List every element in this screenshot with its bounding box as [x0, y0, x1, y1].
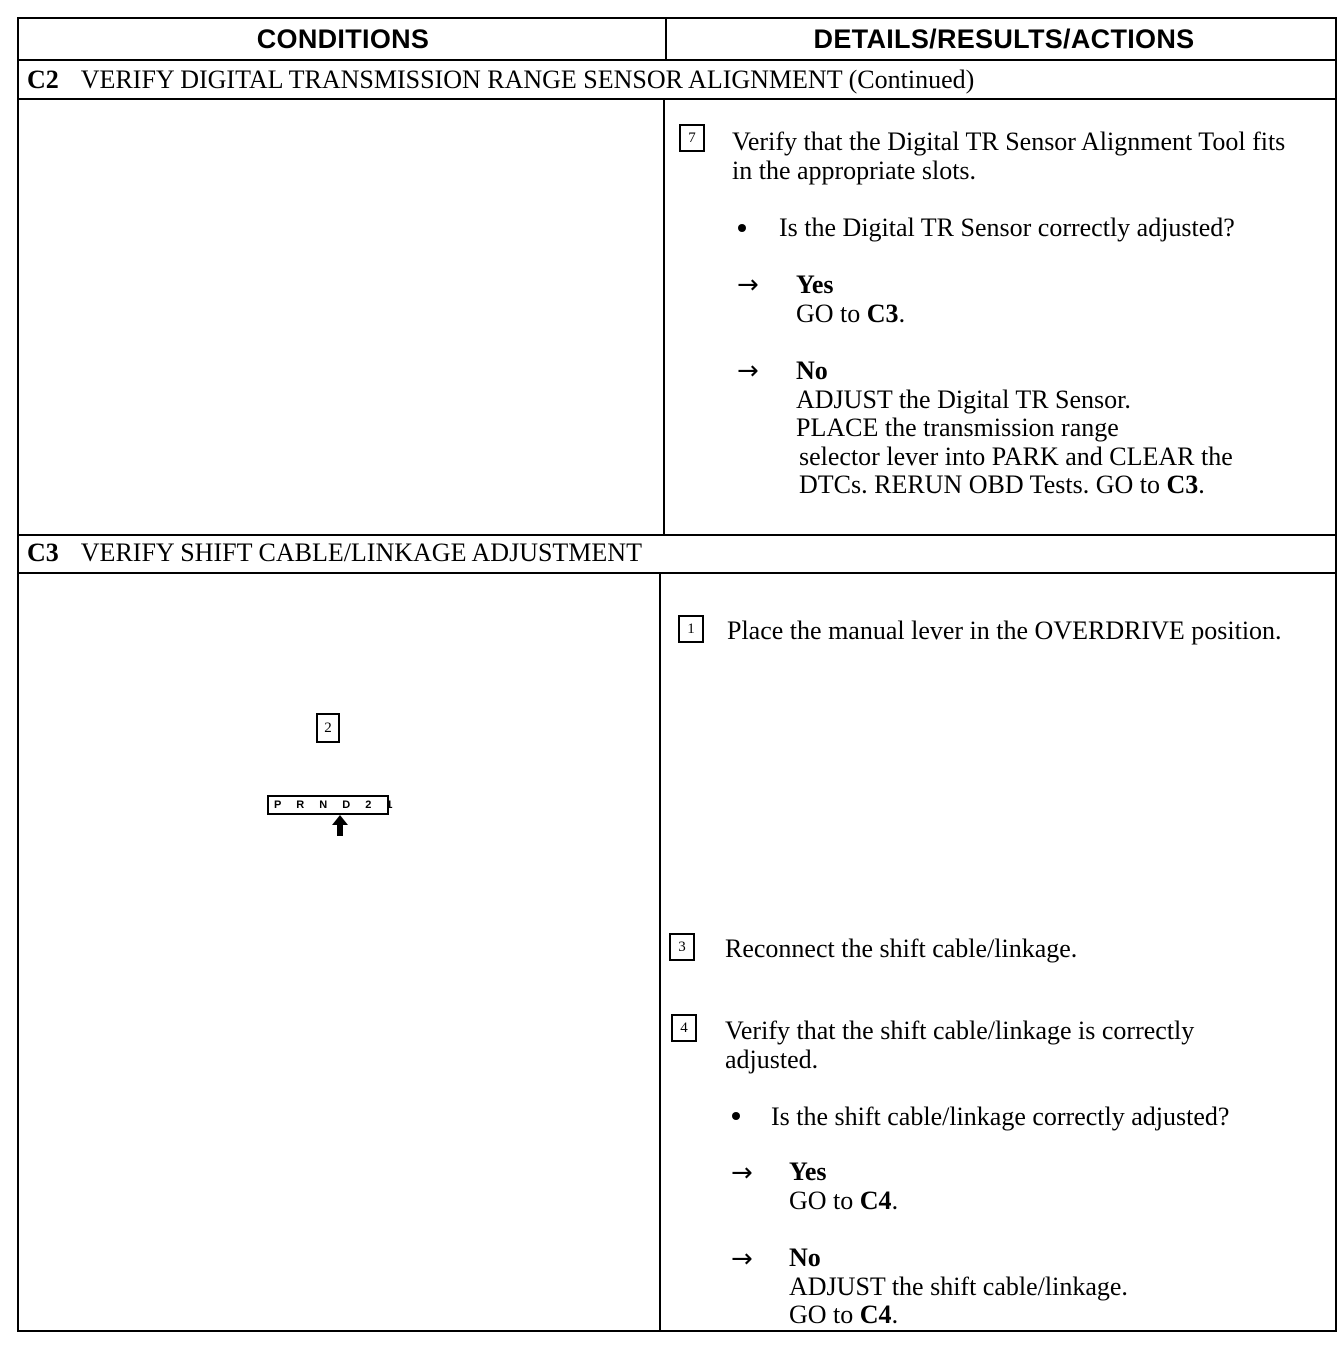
step-number-box: 2	[316, 713, 340, 743]
step-text: Verify that the Digital TR Sensor Alignment Tool fits in the appropriate slots.	[732, 127, 1286, 185]
yes-action: GO to C3.	[796, 298, 906, 328]
arrow-up-icon	[331, 815, 349, 839]
no-action-line: GO to C4.	[789, 1300, 899, 1329]
yes-action: GO to C4.	[789, 1185, 899, 1215]
no-answer	[789, 1244, 1319, 1330]
question-text: Is the shift cable/linkage correctly adjusted?	[771, 1102, 1230, 1131]
no-answer	[796, 357, 1326, 500]
step-text: Reconnect the shift cable/linkage.	[725, 934, 1078, 963]
details-header: DETAILS/RESULTS/ACTIONS	[813, 24, 1195, 54]
yes-action-text: GO to	[789, 1185, 854, 1215]
divider	[19, 59, 1335, 61]
yes-answer	[789, 1158, 898, 1215]
divider	[19, 98, 1335, 100]
section-title: VERIFY SHIFT CABLE/LINKAGE ADJUSTMENT	[80, 538, 642, 567]
no-action-line: PLACE the transmission range	[796, 413, 1119, 442]
bullet-icon	[738, 224, 746, 232]
no-target: C4	[859, 1300, 892, 1329]
question-text: Is the Digital TR Sensor correctly adjusted?	[779, 213, 1235, 242]
yes-target: C4	[859, 1185, 892, 1215]
step-number-box: 7	[679, 124, 705, 152]
bullet-icon	[732, 1112, 740, 1120]
step-text: Verify that the shift cable/linkage is correctly adjusted.	[725, 1016, 1195, 1074]
section-c3-title	[27, 535, 642, 571]
yes-target: C3	[866, 298, 899, 328]
no-action-line: DTCs. RERUN OBD Tests. GO to C3.	[799, 470, 1205, 499]
section-code: C2	[27, 65, 59, 94]
yes-label: Yes	[796, 270, 834, 299]
step-text: Place the manual lever in the OVERDRIVE position.	[727, 616, 1282, 645]
step-number-box: 3	[669, 933, 695, 961]
divider	[665, 19, 667, 61]
divider	[659, 574, 661, 1330]
arrow-right-icon: →	[731, 1158, 753, 1188]
no-action-line: ADJUST the Digital TR Sensor.	[796, 384, 1131, 414]
section-title: VERIFY DIGITAL TRANSMISSION RANGE SENSOR ALIGNMENT (Continued)	[80, 65, 975, 94]
step-number-box: 4	[671, 1014, 697, 1042]
arrow-right-icon: →	[737, 270, 759, 300]
yes-answer	[796, 271, 905, 328]
diagnostic-table	[17, 17, 1337, 1332]
step-number-box: 1	[678, 615, 704, 643]
no-action-text: DTCs. RERUN OBD Tests. GO to	[799, 470, 1161, 499]
no-action-line: ADJUST the shift cable/linkage.	[789, 1271, 1128, 1301]
no-label: No	[796, 356, 828, 385]
no-action-text: GO to	[789, 1300, 854, 1329]
arrow-right-icon: →	[737, 356, 759, 386]
section-code: C3	[27, 538, 59, 567]
no-action-line: selector lever into PARK and CLEAR the	[799, 441, 1233, 471]
conditions-header: CONDITIONS	[256, 24, 430, 54]
divider	[663, 100, 665, 535]
yes-action-text: GO to	[796, 298, 861, 328]
arrow-right-icon: →	[731, 1244, 753, 1274]
divider	[19, 572, 1335, 574]
no-target: C3	[1166, 470, 1199, 499]
gear-selector-indicator: P R N D 2 1	[267, 795, 389, 815]
yes-label: Yes	[789, 1157, 827, 1186]
no-label: No	[789, 1243, 821, 1272]
section-c2-title	[27, 62, 974, 98]
